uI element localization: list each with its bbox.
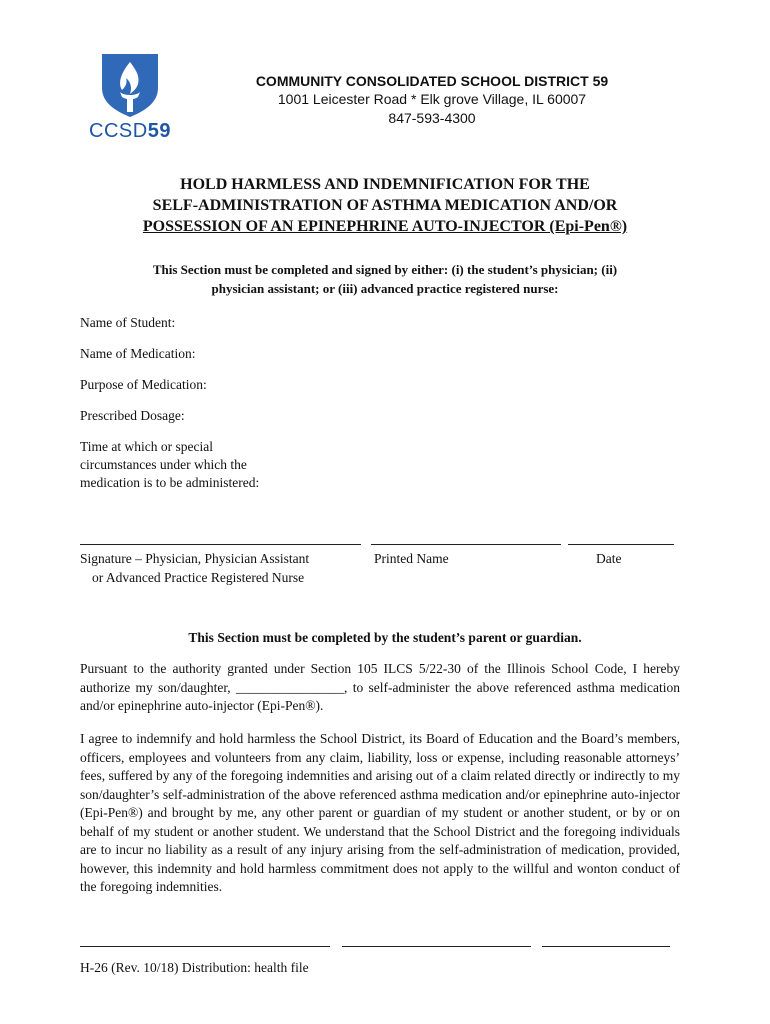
authorization-paragraph: Pursuant to the authority granted under Section 105 ILCS 5/22-30 of the Illinois School Code, I hereby authorize my son/daughter, ________________, to self-administer the above referenced asthma medication and/or epinephrine auto-injector (Epi-Pen®).: [80, 661, 680, 713]
time-label-line-2: circumstances under which the: [80, 457, 247, 472]
title-line-1: HOLD HARMLESS AND INDEMNIFICATION FOR THE: [180, 176, 590, 193]
title-line-2: SELF-ADMINISTRATION OF ASTHMA MEDICATION AND/OR: [152, 197, 618, 214]
signature-label-line-1: Signature – Physician, Physician Assistant: [80, 551, 310, 566]
time-label-line-3: medication is to be administered:: [80, 475, 260, 490]
indemnification-paragraph: I agree to indemnify and hold harmless the School District, its Board of Education and the Board’s members, officers, employees and volunteers from any claim, liability, loss or expense, including reasonable attorneys’ fees, suffered by any of the foregoing indemnities and arising out of a claim related directly or indirectly to my son/daughter’s self-administration of the above referenced asthma medication and/or epinephrine auto-injector (Epi-Pen®) and brought by me, any other parent or guardian of my student or another student, or by or on behalf of my student or another student. We understand that the School District and the foregoing individuals are to incur no liability as a result of any injury arising from the self-administration of medication, provided, however, this indemnity and hold harmless commitment does not apply to the willful and wonton conduct of the foregoing indemnities.: [80, 731, 680, 894]
organization-name: COMMUNITY CONSOLIDATED SCHOOL DISTRICT 59: [255, 73, 609, 89]
logo-wordmark: CCSD59: [89, 120, 171, 142]
date-line[interactable]: [568, 544, 674, 545]
title-line-3: POSSESSION OF AN EPINEPHRINE AUTO-INJECTOR (Epi-Pen®): [142, 218, 628, 235]
instruction-line-1: This Section must be completed and signed by either: (i) the student’s physician; (ii): [152, 262, 618, 277]
signature-label: [80, 549, 380, 587]
parent-date-line[interactable]: [542, 946, 670, 947]
signature-label-line-2: or Advanced Practice Registered Nurse: [92, 570, 305, 585]
time-label-line-1: Time at which or special: [80, 439, 213, 454]
printed-name-label: Printed Name: [374, 551, 449, 566]
medication-name-field[interactable]: Name of Medication:: [80, 346, 196, 361]
organization-block: [232, 72, 632, 128]
organization-phone: 847-593-4300: [388, 110, 476, 126]
district-logo: [88, 48, 172, 144]
signature-line[interactable]: [80, 544, 361, 545]
parent-printed-name-line[interactable]: [342, 946, 531, 947]
medication-purpose-field[interactable]: Purpose of Medication:: [80, 377, 207, 392]
instruction-line-2: physician assistant; or (iii) advanced practice registered nurse:: [211, 281, 559, 296]
document-title: [80, 174, 690, 237]
student-name-field[interactable]: Name of Student:: [80, 315, 176, 330]
section2-heading: This Section must be completed by the student’s parent or guardian.: [188, 630, 582, 645]
section1-instruction: [80, 260, 690, 298]
printed-name-line[interactable]: [371, 544, 561, 545]
form-footer: H-26 (Rev. 10/18) Distribution: health file: [80, 960, 309, 975]
organization-address: 1001 Leicester Road * Elk grove Village, IL 60007: [277, 91, 587, 107]
date-label: Date: [596, 551, 622, 566]
student-name-blank[interactable]: ________________: [236, 679, 345, 695]
letterhead: [0, 0, 770, 140]
prescribed-dosage-field[interactable]: Prescribed Dosage:: [80, 408, 185, 423]
torch-flame-shield-icon: [98, 48, 162, 118]
administration-time-field[interactable]: [80, 438, 259, 492]
parent-signature-line[interactable]: [80, 946, 330, 947]
